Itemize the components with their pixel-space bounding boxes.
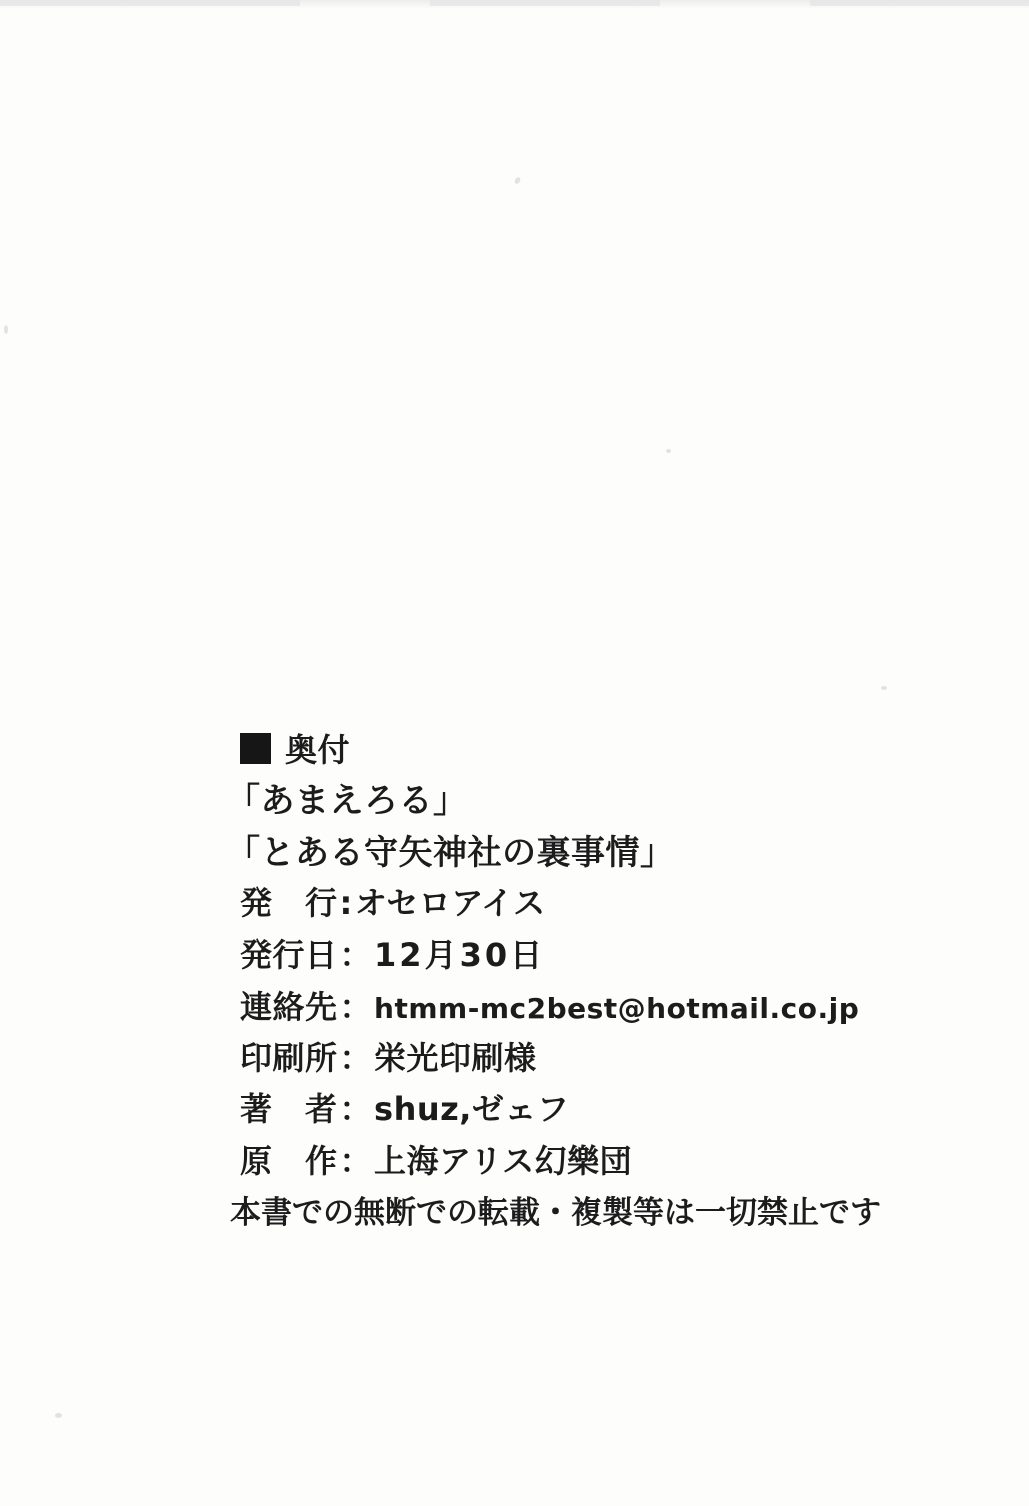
entry-label: 発 行 <box>240 884 338 922</box>
colophon-entry-original-work <box>240 1144 632 1179</box>
scan-speck <box>4 325 8 334</box>
book-title-secondary: 「とある守矢神社の裏事情」 <box>226 833 675 873</box>
scan-speck <box>881 686 887 690</box>
entry-label: 原 作 <box>240 1142 338 1180</box>
entry-value: 上海アリス幻樂団 <box>374 1142 633 1180</box>
colophon-heading-line <box>240 733 350 768</box>
scan-speck <box>514 176 522 185</box>
black-square-icon <box>240 733 271 764</box>
scan-speck <box>666 449 671 453</box>
colophon-entry-publisher <box>240 886 546 921</box>
entry-separator: ： <box>339 1039 373 1077</box>
colophon-entry-printer <box>240 1041 537 1076</box>
colophon-heading: 奥付 <box>285 731 351 769</box>
entry-label: 著 者 <box>240 1090 338 1128</box>
entry-separator: ： <box>339 1142 373 1180</box>
book-title-primary: 「あまえろる」 <box>226 781 468 821</box>
scan-edge-artifact <box>0 0 300 6</box>
entry-separator: : <box>339 884 353 922</box>
colophon-entry-publish-date <box>240 938 545 973</box>
entry-value: 12月30日 <box>374 936 546 974</box>
entry-label: 印刷所 <box>240 1039 338 1077</box>
entry-separator: ： <box>339 988 373 1026</box>
entry-separator: ： <box>339 1090 373 1128</box>
colophon-entry-contact <box>240 990 859 1025</box>
contact-email: htmm-mc2best@hotmail.co.jp <box>374 992 860 1025</box>
entry-label: 連絡先 <box>240 988 338 1026</box>
entry-label: 発行日 <box>240 936 338 974</box>
reproduction-prohibited-notice: 本書での無断での転載・複製等は一切禁止です <box>230 1195 881 1231</box>
entry-value: 栄光印刷様 <box>374 1039 537 1077</box>
entry-separator: ： <box>339 936 373 974</box>
scan-edge-artifact <box>810 0 1029 6</box>
entry-value: shuz,ゼェフ <box>374 1090 570 1128</box>
scan-edge-artifact <box>430 0 660 6</box>
entry-value: オセロアイス <box>354 884 546 922</box>
scan-speck <box>55 1413 62 1418</box>
colophon-entry-authors <box>240 1092 569 1127</box>
